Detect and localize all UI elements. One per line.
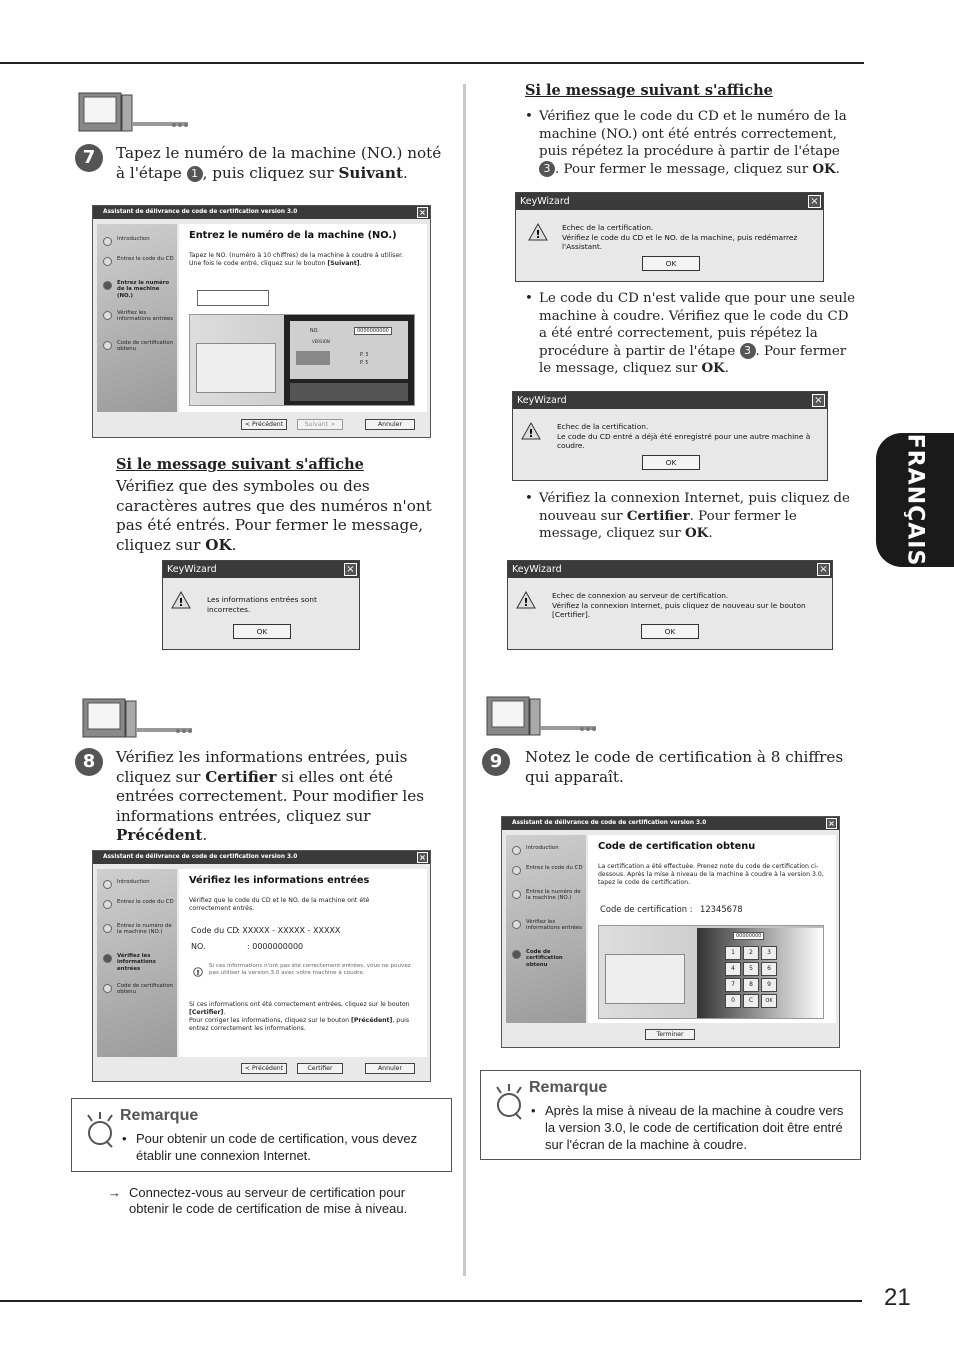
sidebar-step-cd-code: Entrez le code du CD — [510, 865, 584, 871]
certification-code-value: 12345678 — [700, 904, 743, 914]
sidebar-step-machine-number: Entrez le numéro de la machine (NO.) — [101, 923, 175, 936]
key-4: 4 — [725, 962, 741, 976]
arrow-icon: → — [108, 1185, 121, 1200]
wizard-content — [588, 835, 836, 1023]
step-ref-1: 1 — [187, 166, 203, 182]
svg-text:!: ! — [178, 596, 184, 609]
certify-button[interactable]: Certifier — [297, 1063, 343, 1074]
language-tab-label: FRANÇAIS — [902, 433, 928, 567]
ok-button[interactable]: OK — [233, 624, 291, 639]
confirm-instructions: Si ces informations ont été correctement entrées, cliquez sur le bouton [Certifier]. Pour corriger les informations, cliquez sur le bouton [Précédent], puis entrez correctement les informations. — [189, 1001, 410, 1032]
next-button[interactable]: Suivant > — [297, 419, 343, 430]
bullet-item: • Le code du CD n'est valide que pour une seule machine à coudre. Vérifiez que le code du CD a été entré correctement, puis répétez la procédure à partir de l'étape 3 . Pour fermer le message, cliquez sur OK. — [525, 290, 859, 378]
step-9-text: Notez le code de certification à 8 chiffres qui apparaît. — [525, 748, 844, 786]
wizard-heading: Code de certification obtenu — [598, 841, 756, 852]
dialog-message: Echec de connexion au serveur de certification. Vérifiez la connexion Internet, puis cliquez de nouveau sur le bouton [Certifier]. — [552, 591, 806, 620]
keywizard-dialog-connection-failed — [507, 560, 833, 650]
step-8-number: 8 — [75, 748, 103, 776]
close-icon[interactable]: × — [826, 818, 837, 829]
step-ref-3: 3 — [740, 343, 756, 359]
sidebar-step-introduction: Introduction — [101, 236, 175, 242]
wizard-step-sidebar — [506, 835, 586, 1023]
dialog-titlebar: KeyWizard × — [163, 561, 359, 578]
keypad — [725, 946, 779, 1008]
ok-button[interactable]: OK — [642, 256, 700, 271]
close-icon[interactable]: × — [417, 852, 428, 863]
ok-button[interactable]: OK — [641, 624, 699, 639]
dialog-titlebar: KeyWizard × — [508, 561, 832, 578]
sidebar-step-introduction: Introduction — [510, 845, 584, 851]
sidebar-step-cd-code: Entrez le code du CD — [101, 256, 175, 262]
sidebar-step-introduction: Introduction — [101, 879, 175, 885]
wizard-heading: Vérifiez les informations entrées — [189, 875, 370, 886]
finish-button[interactable]: Terminer — [645, 1029, 695, 1040]
bottom-rule — [0, 1300, 862, 1302]
key-ok: OK — [761, 994, 777, 1008]
step-7-text: Tapez le numéro de la machine (NO.) noté à l'étape 1 , puis cliquez sur Suivant. — [116, 144, 442, 182]
computer-icon — [486, 696, 604, 738]
wizard-instructions: Tapez le NO. (numéro à 10 chiffres) de la machine à coudre à utiliser. Une fois le code entré, cliquez sur le bouton [Suivant]. — [189, 252, 404, 267]
machine-number-input[interactable] — [197, 290, 269, 306]
sidebar-step-verify: Vérifiez les informations entrées — [101, 310, 175, 323]
cancel-button[interactable]: Annuler — [365, 419, 415, 430]
cd-code-value: : XXXXX - XXXXX - XXXXX — [237, 926, 341, 935]
key-6: 6 — [761, 962, 777, 976]
message-bullets-1 — [525, 108, 859, 178]
note-box-left — [71, 1098, 452, 1172]
lcd-thumbnail — [296, 351, 330, 365]
key-7: 7 — [725, 978, 741, 992]
wizard-window-machine-number — [92, 205, 431, 438]
keypad-display: 00000000 — [733, 932, 764, 940]
sidebar-step-code-obtained: Code de certification obtenu — [101, 340, 175, 353]
step-ref-3: 3 — [539, 161, 555, 177]
warning-icon — [171, 591, 191, 609]
warning-icon — [521, 422, 541, 440]
svg-text:!: ! — [528, 427, 534, 440]
sidebar-step-machine-number: Entrez le numéro de la machine (NO.) — [101, 280, 175, 299]
sewing-machine-image — [196, 343, 276, 393]
key-clear: C — [743, 994, 759, 1008]
computer-icon — [82, 698, 200, 740]
wizard-instructions: Vérifiez que le code du CD et le NO. de la machine ont été correctement entrés. — [189, 897, 370, 912]
machine-no-value: : 0000000000 — [247, 942, 304, 951]
dialog-titlebar: KeyWizard × — [513, 392, 827, 409]
close-icon[interactable]: × — [808, 195, 821, 208]
computer-icon — [78, 92, 196, 134]
lightbulb-icon — [491, 1083, 525, 1121]
page-number: 21 — [884, 1284, 911, 1311]
info-icon — [193, 967, 203, 977]
key-3: 3 — [761, 946, 777, 960]
close-icon[interactable]: × — [344, 563, 357, 576]
language-tab — [876, 433, 954, 567]
lightbulb-icon — [82, 1111, 116, 1149]
message-text-left: Vérifiez que des symboles ou des caractères autres que des numéros n'ont pas été entrés. Pour fermer le message, cliquez sur OK. — [116, 477, 432, 554]
note-box-right — [480, 1070, 861, 1160]
warning-icon — [516, 591, 536, 609]
key-2: 2 — [743, 946, 759, 960]
sidebar-step-cd-code: Entrez le code du CD — [101, 899, 175, 905]
sewing-machine-image — [605, 954, 685, 1004]
keypad-screen — [697, 928, 823, 1018]
column-divider — [463, 84, 466, 1276]
lcd-number-display: 0000000000 — [354, 327, 392, 335]
key-0: 0 — [725, 994, 741, 1008]
wizard-titlebar: Assistant de délivrance de code de certification version 3.0 × — [93, 851, 430, 864]
machine-no-label: NO. — [191, 942, 206, 951]
close-icon[interactable]: × — [817, 563, 830, 576]
dialog-titlebar: KeyWizard × — [516, 193, 823, 210]
warning-text: Si ces informations n'ont pas été correctement entrées, vous ne pouvez pas utiliser la version 3.0 avec votre machine à coudre. — [209, 963, 411, 976]
ok-button[interactable]: OK — [642, 455, 700, 470]
dialog-message: Les informations entrées sont incorrectes. — [207, 595, 317, 614]
wizard-titlebar: Assistant de délivrance de code de certification version 3.0 × — [93, 206, 430, 219]
step-9-number: 9 — [482, 748, 510, 776]
key-8: 8 — [743, 978, 759, 992]
note-label: Remarque — [529, 1079, 608, 1096]
lcd-panel: NO. 0000000000 VERSION P. 3 P. 5 — [290, 321, 408, 379]
key-1: 1 — [725, 946, 741, 960]
note-label: Remarque — [120, 1107, 199, 1124]
sidebar-step-code-obtained: Code de certification obtenu — [101, 983, 175, 996]
close-icon[interactable]: × — [812, 394, 825, 407]
close-icon[interactable]: × — [417, 207, 428, 218]
certification-code-label: Code de certification : — [600, 904, 693, 914]
message-heading-right: Si le message suivant s'affiche — [525, 82, 773, 99]
keywizard-dialog-cd-already-used — [512, 391, 828, 481]
svg-text:!: ! — [523, 596, 529, 609]
bullet-item: • Vérifiez la connexion Internet, puis cliquez de nouveau sur Certifier. Pour fermer le message, cliquez sur OK. — [525, 490, 859, 543]
note-item: • Après la mise à niveau de la machine à coudre vers la version 3.0, le code de certification doit être entré sur l'écran de la machine à coudre. — [531, 1103, 855, 1153]
key-9: 9 — [761, 978, 777, 992]
machine-illustration — [598, 925, 824, 1019]
step-7-number: 7 — [75, 144, 103, 172]
previous-button[interactable]: < Précédent — [241, 1063, 287, 1074]
note-followup: Connectez-vous au serveur de certification pour obtenir le code de certification de mise à niveau. — [129, 1185, 408, 1216]
message-heading-left: Si le message suivant s'affiche — [116, 456, 364, 473]
top-rule — [0, 62, 864, 64]
key-5: 5 — [743, 962, 759, 976]
cd-code-label: Code du CD — [191, 926, 239, 935]
bullet-item: • Vérifiez que le code du CD et le numéro de la machine (NO.) ont été entrés correctement, puis répétez la procédure à partir de l'étape 3 . Pour fermer le message, cliquez sur OK. — [525, 108, 859, 178]
wizard-heading: Entrez le numéro de la machine (NO.) — [189, 230, 397, 241]
cancel-button[interactable]: Annuler — [365, 1063, 415, 1074]
sidebar-step-verify: Vérifiez les informations entrées — [510, 919, 584, 932]
message-bullets-3 — [525, 490, 859, 543]
keywizard-dialog-invalid-input — [162, 560, 360, 650]
sidebar-step-verify: Vérifiez les informations entrées — [101, 953, 175, 972]
sidebar-step-code-obtained: Code de certification obtenu — [510, 949, 584, 968]
sidebar-step-machine-number: Entrez le numéro de la machine (NO.) — [510, 889, 584, 902]
wizard-step-sidebar — [97, 224, 177, 412]
dialog-message: Echec de la certification. Le code du CD entré a déjà été enregistré pour une autre machine à coudre. — [557, 422, 811, 451]
keywizard-dialog-certification-failed — [515, 192, 824, 282]
warning-icon — [528, 223, 548, 241]
note-item: • Pour obtenir un code de certification, vous devez établir une connexion Internet. — [122, 1131, 444, 1165]
svg-text:!: ! — [535, 228, 541, 241]
wizard-window-verify — [92, 850, 431, 1082]
wizard-window-code-obtained — [501, 816, 840, 1048]
machine-lcd-screen — [284, 315, 414, 405]
machine-illustration — [189, 314, 415, 406]
previous-button[interactable]: < Précédent — [241, 419, 287, 430]
svg-text:!: ! — [196, 969, 200, 977]
dialog-message: Echec de la certification. Vérifiez le code du CD et le NO. de la machine, puis redémarrez l'Assistant. — [562, 223, 798, 252]
wizard-titlebar: Assistant de délivrance de code de certification version 3.0 × — [502, 817, 839, 830]
wizard-content — [179, 869, 427, 1057]
wizard-content — [179, 224, 427, 412]
message-bullets-2 — [525, 290, 859, 378]
wizard-step-sidebar — [97, 869, 177, 1057]
lcd-toolbar — [290, 383, 408, 401]
wizard-instructions: La certification a été effectuée. Prenez note du code de certification ci-dessous. Après la mise à niveau de la machine à coudre à la version 3.0, tapez le code de certification. — [598, 863, 824, 886]
step-8-text: Vérifiez les informations entrées, puis cliquez sur Certifier si elles ont été entrées correctement. Pour modifier les informations entrées, cliquez sur Précédent. — [116, 748, 424, 845]
